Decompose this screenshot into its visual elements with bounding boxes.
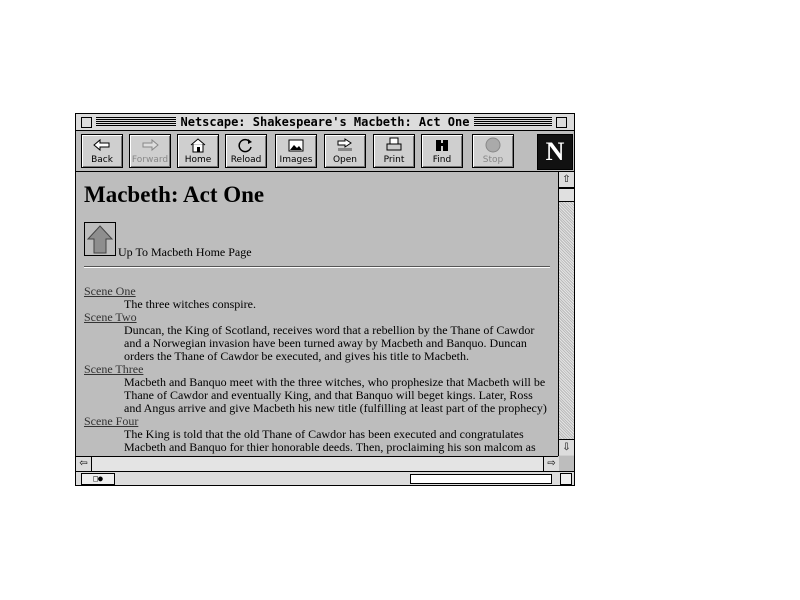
open-icon [325, 137, 365, 155]
vertical-scrollbar[interactable] [558, 172, 574, 456]
forward-button[interactable]: Forward [129, 134, 171, 168]
toolbar [76, 131, 574, 172]
scroll-up-arrow-icon[interactable]: ⇧ [559, 172, 574, 188]
horizontal-rule [84, 266, 550, 268]
scene-two-link[interactable]: Scene Two [84, 310, 137, 324]
home-icon [178, 137, 218, 155]
vertical-scroll-thumb[interactable] [559, 188, 574, 202]
up-link-text[interactable]: Up To Macbeth Home Page [118, 245, 252, 259]
vertical-scroll-track[interactable] [559, 188, 574, 440]
netscape-logo[interactable]: N [537, 134, 573, 170]
find-icon [422, 137, 462, 155]
forward-arrow-icon [130, 137, 170, 155]
images-icon [276, 137, 316, 155]
page-content [76, 172, 558, 456]
page-title: Macbeth: Act One [84, 182, 265, 207]
back-button[interactable]: Back [81, 134, 123, 168]
window-title: Netscape: Shakespeare's Macbeth: Act One [176, 114, 474, 130]
browser-window [75, 113, 575, 486]
print-button[interactable]: Print [373, 134, 415, 168]
find-button[interactable]: Find [421, 134, 463, 168]
scroll-right-arrow-icon[interactable]: ⇨ [543, 457, 559, 471]
horizontal-scrollbar[interactable] [76, 456, 558, 471]
print-icon [374, 137, 414, 155]
title-bar[interactable] [76, 114, 574, 131]
close-box[interactable] [81, 117, 92, 128]
scroll-down-arrow-icon[interactable]: ⇩ [559, 439, 574, 455]
up-arrow-icon[interactable] [84, 222, 116, 256]
reload-button[interactable]: Reload [225, 134, 267, 168]
grow-box-icon[interactable] [560, 473, 572, 485]
scene-list [84, 285, 552, 454]
scene-one-description: The three witches conspire. [124, 297, 256, 311]
scroll-left-arrow-icon[interactable]: ⇦ [76, 457, 92, 471]
progress-bar [410, 474, 552, 484]
images-button[interactable]: Images [275, 134, 317, 168]
back-arrow-icon [82, 137, 122, 155]
security-icon[interactable]: □● [81, 473, 115, 485]
status-bar [76, 471, 574, 485]
scene-four-link[interactable]: Scene Four [84, 414, 139, 428]
scene-three-link[interactable]: Scene Three [84, 362, 144, 376]
stop-button[interactable]: Stop [472, 134, 514, 168]
scene-four-description: The King is told that the old Thane of Cawdor has been executed and congratulates Macbeth and Banquo for thier honorable deeds. Then, proclaiming his son malcom as [124, 427, 536, 454]
zoom-box[interactable] [556, 117, 567, 128]
reload-icon [226, 137, 266, 155]
scene-two-description: Duncan, the King of Scotland, receives word that a rebellion by the Thane of Cawdor and a Norwegian invasion have been turned away by Macbeth and Banquo. Duncan orders the Thane of Cawdor be executed, and gives his title to Macbeth. [124, 323, 535, 363]
scene-three-description: Macbeth and Banquo meet with the three witches, who prophesize that Macbeth will be Thane of Cawdor and eventually King, and that Banquo will beget kings. Later, Ross and Angus arrive and give Macbeth his new title (fulfilling at least part of the prophecy) [124, 375, 547, 415]
open-button[interactable]: Open [324, 134, 366, 168]
scene-one-link[interactable]: Scene One [84, 284, 136, 298]
stop-icon [473, 137, 513, 155]
home-button[interactable]: Home [177, 134, 219, 168]
